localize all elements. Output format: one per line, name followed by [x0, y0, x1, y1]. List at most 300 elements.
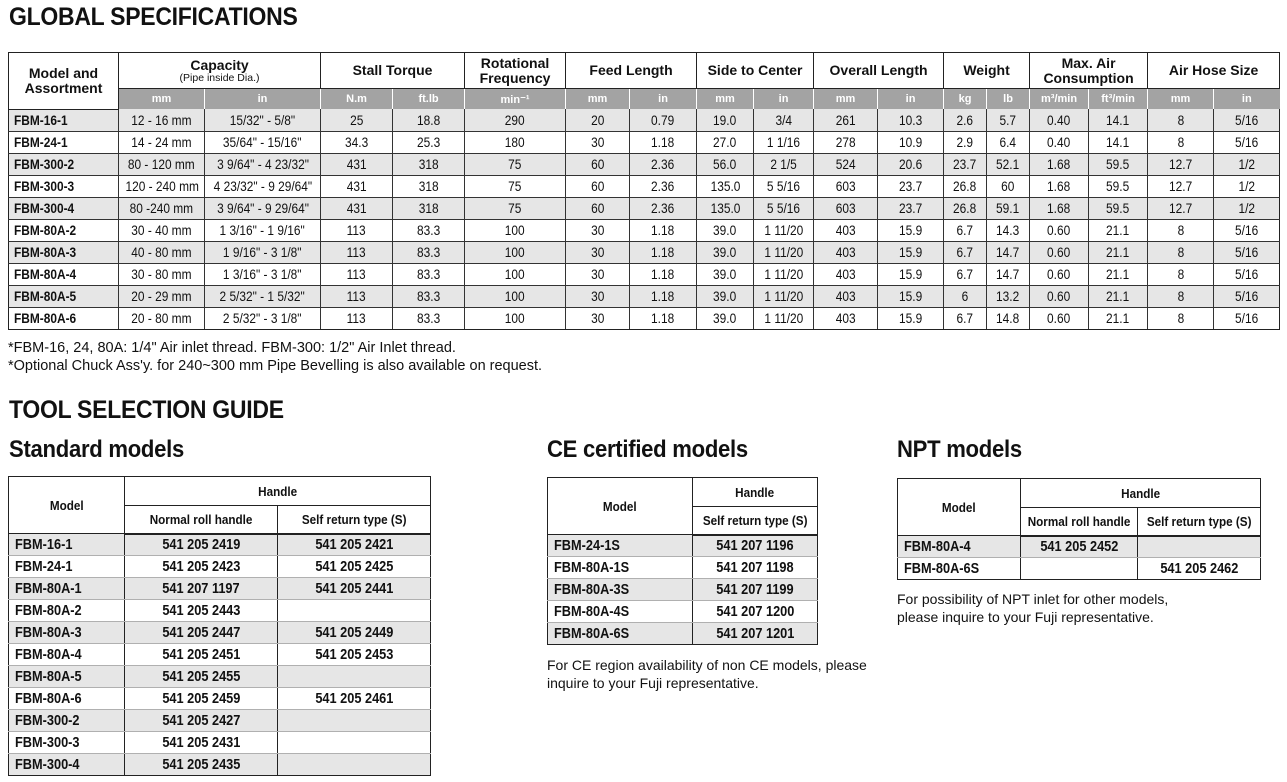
- value-cell: [278, 710, 431, 732]
- value-cell: 403: [814, 241, 878, 263]
- value-cell: 0.60: [1030, 285, 1089, 307]
- unit-cell: in: [630, 89, 697, 110]
- model-cell: FBM-80A-6: [9, 307, 119, 329]
- header-model: Model: [9, 477, 125, 534]
- value-cell: 113: [321, 307, 393, 329]
- value-cell: 2.36: [630, 153, 697, 175]
- header-self-return-type: Self return type (S): [1138, 508, 1261, 536]
- specs-header-row: [9, 53, 1280, 89]
- value-cell: 14.7: [987, 263, 1030, 285]
- model-cell: FBM-24-1: [9, 556, 125, 578]
- value-cell: 59.1: [987, 197, 1030, 219]
- header-model: Model: [548, 478, 693, 535]
- value-cell: 403: [814, 285, 878, 307]
- value-cell: 20 - 80 mm: [119, 307, 205, 329]
- value-cell: 318: [393, 197, 465, 219]
- model-cell: FBM-300-2: [9, 153, 119, 175]
- value-cell: 4 23/32" - 9 29/64": [205, 175, 321, 197]
- model-cell: FBM-80A-3S: [548, 579, 693, 601]
- specs-row: [9, 307, 1280, 329]
- value-cell: 100: [465, 263, 566, 285]
- value-cell: 12 - 16 mm: [119, 109, 205, 131]
- value-cell: [278, 600, 431, 622]
- table-row: [548, 557, 818, 579]
- model-cell: FBM-80A-2: [9, 600, 125, 622]
- value-cell: 1 11/20: [754, 263, 814, 285]
- specs-units-row: [9, 89, 1280, 110]
- value-cell: 1.18: [630, 131, 697, 153]
- value-cell: 15.9: [878, 263, 944, 285]
- value-cell: 541 205 2455: [125, 666, 278, 688]
- unit-cell: in: [1214, 89, 1280, 110]
- value-cell: 21.1: [1089, 285, 1148, 307]
- header-normal-roll-handle: Normal roll handle: [125, 506, 278, 534]
- model-cell: FBM-300-3: [9, 175, 119, 197]
- specs-row: [9, 153, 1280, 175]
- standard-models-title: Standard models: [9, 436, 185, 463]
- value-cell: 6.7: [944, 307, 987, 329]
- global-specifications-title: GLOBAL SPECIFICATIONS: [9, 3, 298, 31]
- value-cell: 14.1: [1089, 131, 1148, 153]
- npt-models-table: [897, 478, 1261, 580]
- value-cell: 27.0: [697, 131, 754, 153]
- note-line: *Optional Chuck Ass'y. for 240~300 mm Pipe Bevelling is also available on request.: [8, 358, 543, 374]
- value-cell: 59.5: [1089, 197, 1148, 219]
- value-cell: 1.18: [630, 285, 697, 307]
- value-cell: 2.36: [630, 197, 697, 219]
- unit-cell: in: [754, 89, 814, 110]
- value-cell: [278, 732, 431, 754]
- value-cell: 541 207 1197: [125, 578, 278, 600]
- value-cell: 8: [1148, 131, 1214, 153]
- value-cell: 5/16: [1214, 263, 1280, 285]
- value-cell: 1 11/20: [754, 285, 814, 307]
- value-cell: 541 205 2419: [125, 534, 278, 556]
- header-air-hose-size: Air Hose Size: [1148, 53, 1280, 89]
- value-cell: 100: [465, 285, 566, 307]
- value-cell: 6.7: [944, 241, 987, 263]
- header-self-return-type: Self return type (S): [693, 507, 818, 535]
- model-cell: FBM-16-1: [9, 534, 125, 556]
- value-cell: 10.9: [878, 131, 944, 153]
- tool-selection-guide-title: TOOL SELECTION GUIDE: [9, 396, 284, 424]
- model-cell: FBM-24-1: [9, 131, 119, 153]
- value-cell: 40 - 80 mm: [119, 241, 205, 263]
- value-cell: 26.8: [944, 175, 987, 197]
- unit-cell: mm: [697, 89, 754, 110]
- model-cell: FBM-80A-1S: [548, 557, 693, 579]
- table-row: [9, 578, 431, 600]
- specs-row: [9, 241, 1280, 263]
- header-model-assortment: Model and Assortment: [9, 53, 119, 110]
- value-cell: 3 9/64" - 9 29/64": [205, 197, 321, 219]
- value-cell: 30: [566, 219, 630, 241]
- ce-certified-models-title: CE certified models: [547, 436, 748, 463]
- model-cell: FBM-80A-5: [9, 666, 125, 688]
- model-cell: FBM-80A-1: [9, 578, 125, 600]
- header-rotational-frequency: Rotational Frequency: [465, 53, 566, 89]
- value-cell: 10.3: [878, 109, 944, 131]
- value-cell: 541 205 2447: [125, 622, 278, 644]
- value-cell: 135.0: [697, 175, 754, 197]
- value-cell: 8: [1148, 263, 1214, 285]
- header-model: Model: [898, 479, 1021, 536]
- unit-cell: mm: [566, 89, 630, 110]
- value-cell: 75: [465, 197, 566, 219]
- value-cell: 15/32" - 5/8": [205, 109, 321, 131]
- model-cell: FBM-80A-3: [9, 241, 119, 263]
- value-cell: 278: [814, 131, 878, 153]
- value-cell: 80 - 120 mm: [119, 153, 205, 175]
- value-cell: 100: [465, 241, 566, 263]
- header-stall-torque: Stall Torque: [321, 53, 465, 89]
- value-cell: 541 207 1201: [693, 623, 818, 645]
- header-overall-length: Overall Length: [814, 53, 944, 89]
- table-row: [9, 710, 431, 732]
- value-cell: 13.2: [987, 285, 1030, 307]
- header-self-return-type: Self return type (S): [278, 506, 431, 534]
- value-cell: 541 205 2459: [125, 688, 278, 710]
- unit-cell: N.m: [321, 89, 393, 110]
- value-cell: 23.7: [944, 153, 987, 175]
- unit-cell: kg: [944, 89, 987, 110]
- value-cell: 3/4: [754, 109, 814, 131]
- value-cell: 603: [814, 175, 878, 197]
- value-cell: 83.3: [393, 219, 465, 241]
- table-row: [548, 579, 818, 601]
- value-cell: 541 207 1196: [693, 535, 818, 557]
- table-row: [548, 535, 818, 557]
- value-cell: 20 - 29 mm: [119, 285, 205, 307]
- value-cell: 403: [814, 263, 878, 285]
- unit-cell: min⁻¹: [465, 89, 566, 110]
- model-cell: FBM-24-1S: [548, 535, 693, 557]
- value-cell: 20.6: [878, 153, 944, 175]
- unit-cell: ft³/min: [1089, 89, 1148, 110]
- value-cell: 5 5/16: [754, 197, 814, 219]
- note-line: please inquire to your Fuji representative.: [897, 609, 1154, 625]
- value-cell: 403: [814, 219, 878, 241]
- table-row: [9, 688, 431, 710]
- value-cell: 0.60: [1030, 219, 1089, 241]
- value-cell: 541 205 2441: [278, 578, 431, 600]
- value-cell: 1/2: [1214, 197, 1280, 219]
- value-cell: 180: [465, 131, 566, 153]
- value-cell: 261: [814, 109, 878, 131]
- value-cell: 19.0: [697, 109, 754, 131]
- value-cell: 35/64" - 15/16": [205, 131, 321, 153]
- model-cell: FBM-300-4: [9, 754, 125, 776]
- model-cell: FBM-80A-3: [9, 622, 125, 644]
- value-cell: 8: [1148, 307, 1214, 329]
- specifications-table: [8, 52, 1280, 330]
- ce-certified-models-table: [547, 477, 818, 645]
- value-cell: 20: [566, 109, 630, 131]
- value-cell: 15.9: [878, 241, 944, 263]
- value-cell: 2 1/5: [754, 153, 814, 175]
- model-cell: FBM-16-1: [9, 109, 119, 131]
- value-cell: 541 205 2453: [278, 644, 431, 666]
- value-cell: 14.8: [987, 307, 1030, 329]
- model-cell: FBM-300-3: [9, 732, 125, 754]
- value-cell: 541 207 1199: [693, 579, 818, 601]
- model-cell: FBM-80A-5: [9, 285, 119, 307]
- note-line: For CE region availability of non CE models, please: [547, 657, 867, 673]
- value-cell: 12.7: [1148, 175, 1214, 197]
- value-cell: 14.1: [1089, 109, 1148, 131]
- value-cell: 8: [1148, 241, 1214, 263]
- value-cell: 1 3/16" - 3 1/8": [205, 263, 321, 285]
- value-cell: 1 3/16" - 1 9/16": [205, 219, 321, 241]
- value-cell: 0.40: [1030, 109, 1089, 131]
- unit-cell: ft.lb: [393, 89, 465, 110]
- value-cell: 59.5: [1089, 153, 1148, 175]
- header-side-to-center: Side to Center: [697, 53, 814, 89]
- header-max-air-consumption: Max. Air Consumption: [1030, 53, 1148, 89]
- value-cell: 23.7: [878, 175, 944, 197]
- value-cell: 1.18: [630, 307, 697, 329]
- value-cell: 1.18: [630, 219, 697, 241]
- value-cell: 6: [944, 285, 987, 307]
- value-cell: 0.60: [1030, 241, 1089, 263]
- value-cell: 83.3: [393, 307, 465, 329]
- value-cell: 113: [321, 219, 393, 241]
- value-cell: 120 - 240 mm: [119, 175, 205, 197]
- value-cell: 5/16: [1214, 219, 1280, 241]
- value-cell: 21.1: [1089, 219, 1148, 241]
- value-cell: 30: [566, 285, 630, 307]
- specifications-notes: [8, 339, 542, 375]
- value-cell: 39.0: [697, 307, 754, 329]
- value-cell: 541 205 2427: [125, 710, 278, 732]
- table-row: [9, 666, 431, 688]
- value-cell: 8: [1148, 285, 1214, 307]
- unit-cell: mm: [1148, 89, 1214, 110]
- value-cell: 2 5/32" - 3 1/8": [205, 307, 321, 329]
- value-cell: 5.7: [987, 109, 1030, 131]
- unit-cell: in: [878, 89, 944, 110]
- header-handle: Handle: [1021, 479, 1261, 508]
- value-cell: 113: [321, 263, 393, 285]
- value-cell: 1 11/20: [754, 219, 814, 241]
- value-cell: 1.18: [630, 241, 697, 263]
- value-cell: 431: [321, 175, 393, 197]
- value-cell: 30 - 80 mm: [119, 263, 205, 285]
- value-cell: 5 5/16: [754, 175, 814, 197]
- specs-row: [9, 109, 1280, 131]
- note-line: For possibility of NPT inlet for other models,: [897, 591, 1169, 607]
- value-cell: 34.3: [321, 131, 393, 153]
- model-cell: FBM-80A-4: [898, 536, 1021, 558]
- model-cell: FBM-80A-4S: [548, 601, 693, 623]
- specs-row: [9, 131, 1280, 153]
- value-cell: [278, 754, 431, 776]
- specs-row: [9, 175, 1280, 197]
- model-cell: FBM-80A-6S: [898, 558, 1021, 580]
- model-cell: FBM-80A-6S: [548, 623, 693, 645]
- model-cell: FBM-80A-4: [9, 263, 119, 285]
- value-cell: 541 205 2443: [125, 600, 278, 622]
- value-cell: 541 205 2423: [125, 556, 278, 578]
- value-cell: 1 11/20: [754, 241, 814, 263]
- value-cell: 135.0: [697, 197, 754, 219]
- unit-cell: mm: [119, 89, 205, 110]
- value-cell: 18.8: [393, 109, 465, 131]
- value-cell: 59.5: [1089, 175, 1148, 197]
- value-cell: 60: [566, 153, 630, 175]
- value-cell: 6.4: [987, 131, 1030, 153]
- value-cell: 3 9/64" - 4 23/32": [205, 153, 321, 175]
- unit-cell: in: [205, 89, 321, 110]
- value-cell: 100: [465, 219, 566, 241]
- value-cell: 39.0: [697, 285, 754, 307]
- value-cell: 21.1: [1089, 241, 1148, 263]
- value-cell: 524: [814, 153, 878, 175]
- value-cell: 541 205 2449: [278, 622, 431, 644]
- value-cell: 21.1: [1089, 263, 1148, 285]
- unit-cell: lb: [987, 89, 1030, 110]
- value-cell: 30: [566, 241, 630, 263]
- value-cell: 25: [321, 109, 393, 131]
- value-cell: 15.9: [878, 285, 944, 307]
- value-cell: 541 205 2425: [278, 556, 431, 578]
- value-cell: 541 205 2452: [1021, 536, 1138, 558]
- value-cell: 80 -240 mm: [119, 197, 205, 219]
- value-cell: 60: [566, 175, 630, 197]
- value-cell: 1 9/16" - 3 1/8": [205, 241, 321, 263]
- value-cell: 541 205 2421: [278, 534, 431, 556]
- value-cell: 15.9: [878, 219, 944, 241]
- specs-row: [9, 285, 1280, 307]
- table-row: [9, 754, 431, 776]
- ce-note: [547, 656, 867, 692]
- value-cell: 1.18: [630, 263, 697, 285]
- table-row: [9, 622, 431, 644]
- value-cell: 6.7: [944, 219, 987, 241]
- model-cell: FBM-80A-2: [9, 219, 119, 241]
- note-line: inquire to your Fuji representative.: [547, 675, 759, 691]
- header-handle: Handle: [693, 478, 818, 507]
- value-cell: 39.0: [697, 263, 754, 285]
- unit-cell: m³/min: [1030, 89, 1089, 110]
- value-cell: 0.60: [1030, 263, 1089, 285]
- value-cell: 14 - 24 mm: [119, 131, 205, 153]
- value-cell: 56.0: [697, 153, 754, 175]
- value-cell: 541 207 1200: [693, 601, 818, 623]
- value-cell: 25.3: [393, 131, 465, 153]
- value-cell: 0.79: [630, 109, 697, 131]
- value-cell: 403: [814, 307, 878, 329]
- table-row: [9, 556, 431, 578]
- npt-models-title: NPT models: [897, 436, 1022, 463]
- value-cell: [1021, 558, 1138, 580]
- value-cell: 14.3: [987, 219, 1030, 241]
- value-cell: [1138, 536, 1261, 558]
- value-cell: 318: [393, 175, 465, 197]
- value-cell: 8: [1148, 109, 1214, 131]
- value-cell: 5/16: [1214, 109, 1280, 131]
- specs-row: [9, 197, 1280, 219]
- value-cell: 30: [566, 263, 630, 285]
- value-cell: 1 1/16: [754, 131, 814, 153]
- table-row: [898, 536, 1261, 558]
- value-cell: 318: [393, 153, 465, 175]
- value-cell: 60: [566, 197, 630, 219]
- value-cell: 30 - 40 mm: [119, 219, 205, 241]
- value-cell: 83.3: [393, 263, 465, 285]
- table-row: [548, 601, 818, 623]
- value-cell: 5/16: [1214, 307, 1280, 329]
- note-line: *FBM-16, 24, 80A: 1/4" Air inlet thread. FBM-300: 1/2" Air Inlet thread.: [8, 340, 456, 356]
- table-row: [898, 558, 1261, 580]
- value-cell: 290: [465, 109, 566, 131]
- value-cell: 431: [321, 153, 393, 175]
- table-row: [9, 732, 431, 754]
- standard-models-table: [8, 476, 431, 776]
- header-handle: Handle: [125, 477, 431, 506]
- value-cell: 83.3: [393, 241, 465, 263]
- value-cell: 5/16: [1214, 131, 1280, 153]
- value-cell: 1/2: [1214, 153, 1280, 175]
- value-cell: 603: [814, 197, 878, 219]
- npt-note: [897, 590, 1168, 626]
- value-cell: 1 11/20: [754, 307, 814, 329]
- value-cell: 541 207 1198: [693, 557, 818, 579]
- value-cell: 541 205 2462: [1138, 558, 1261, 580]
- value-cell: 8: [1148, 219, 1214, 241]
- value-cell: 26.8: [944, 197, 987, 219]
- value-cell: 113: [321, 285, 393, 307]
- specs-row: [9, 219, 1280, 241]
- header-capacity: Capacity (Pipe inside Dia.): [119, 53, 321, 89]
- value-cell: 1.68: [1030, 153, 1089, 175]
- value-cell: 100: [465, 307, 566, 329]
- value-cell: 0.40: [1030, 131, 1089, 153]
- model-cell: FBM-80A-4: [9, 644, 125, 666]
- value-cell: 541 205 2431: [125, 732, 278, 754]
- value-cell: 75: [465, 153, 566, 175]
- value-cell: 23.7: [878, 197, 944, 219]
- value-cell: 1.68: [1030, 175, 1089, 197]
- model-cell: FBM-300-2: [9, 710, 125, 732]
- value-cell: 541 205 2435: [125, 754, 278, 776]
- value-cell: 30: [566, 131, 630, 153]
- value-cell: 2.36: [630, 175, 697, 197]
- value-cell: 2.6: [944, 109, 987, 131]
- value-cell: 431: [321, 197, 393, 219]
- value-cell: 1/2: [1214, 175, 1280, 197]
- value-cell: 52.1: [987, 153, 1030, 175]
- header-weight: Weight: [944, 53, 1030, 89]
- value-cell: 2 5/32" - 1 5/32": [205, 285, 321, 307]
- value-cell: 113: [321, 241, 393, 263]
- value-cell: 6.7: [944, 263, 987, 285]
- value-cell: 1.68: [1030, 197, 1089, 219]
- value-cell: [278, 666, 431, 688]
- table-row: [9, 600, 431, 622]
- value-cell: 30: [566, 307, 630, 329]
- value-cell: 12.7: [1148, 197, 1214, 219]
- model-cell: FBM-80A-6: [9, 688, 125, 710]
- value-cell: 14.7: [987, 241, 1030, 263]
- value-cell: 541 205 2451: [125, 644, 278, 666]
- value-cell: 39.0: [697, 219, 754, 241]
- header-normal-roll-handle: Normal roll handle: [1021, 508, 1138, 536]
- value-cell: 5/16: [1214, 285, 1280, 307]
- value-cell: 15.9: [878, 307, 944, 329]
- value-cell: 83.3: [393, 285, 465, 307]
- value-cell: 2.9: [944, 131, 987, 153]
